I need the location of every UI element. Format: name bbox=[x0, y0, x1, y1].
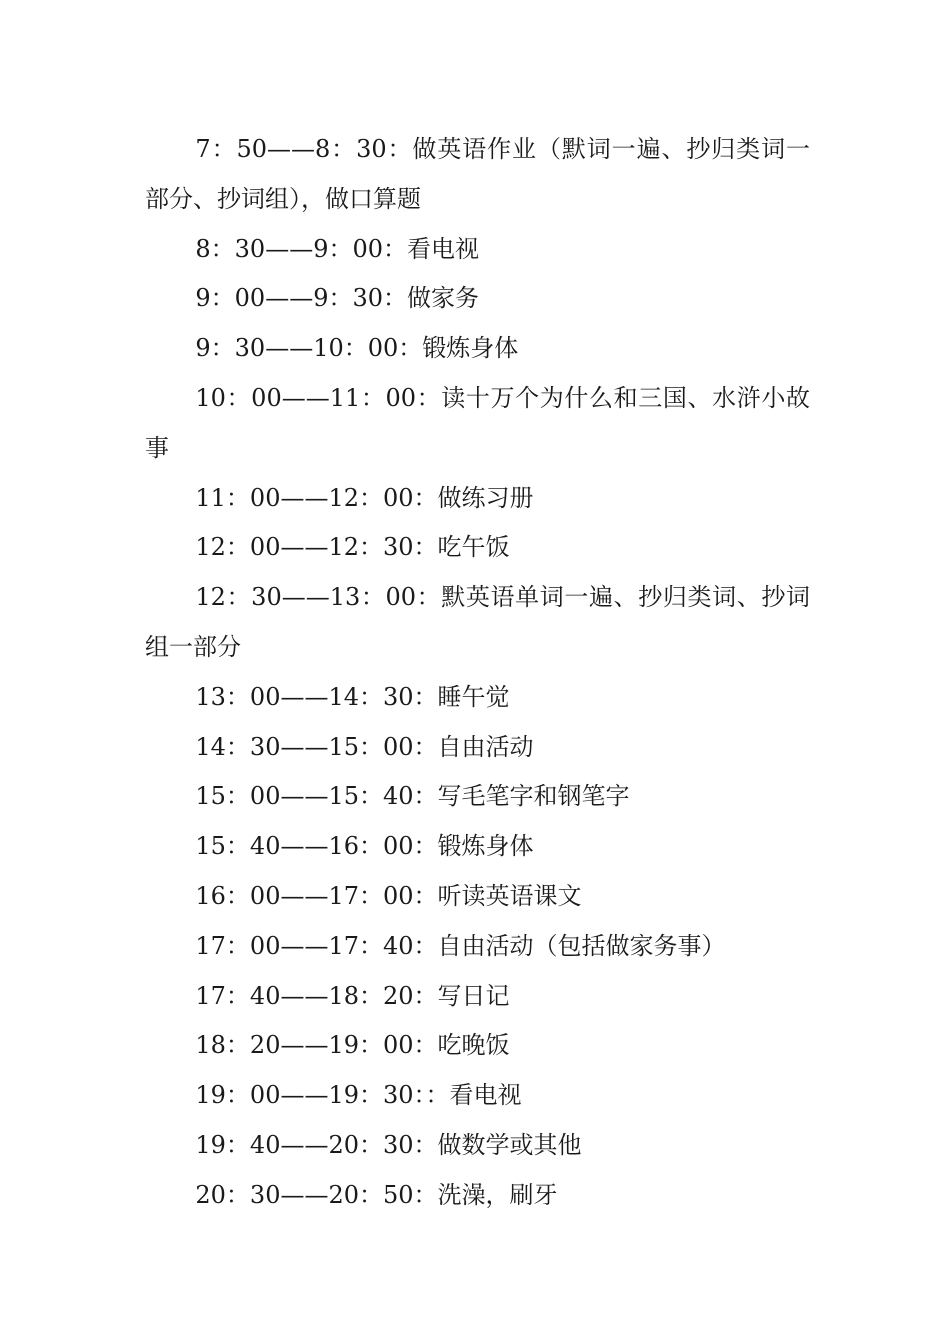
schedule-line-0830: 8：30——9：00：看电视 bbox=[195, 234, 480, 263]
schedule-line-1740: 17：40——18：20：写日记 bbox=[195, 981, 510, 1010]
schedule-line-1600: 16：00——17：00：听读英语课文 bbox=[195, 881, 582, 910]
schedule-line-1820: 18：20——19：00：吃晚饭 bbox=[195, 1031, 510, 1060]
schedule-line-1430: 14：30——15：00：自由活动 bbox=[195, 732, 534, 761]
schedule-line-1000: 10：00——11：00：读十万个为什么和三国、水浒小故事 bbox=[145, 383, 810, 462]
schedule-line-0930: 9：30——10：00：锻炼身体 bbox=[195, 334, 519, 363]
schedule-line-0750: 7：50——8：30：做英语作业（默词一遍、抄归类词一部分、抄词组），做口算题 bbox=[145, 135, 810, 213]
schedule-line-1700: 17：00——17：40：自由活动（包括做家务事） bbox=[195, 931, 726, 960]
schedule-line-1940: 19：40——20：30：做数学或其他 bbox=[195, 1130, 582, 1159]
schedule-line-1540: 15：40——16：00：锻炼身体 bbox=[195, 832, 534, 861]
schedule-line-1900: 19：00——19：30：：看电视 bbox=[195, 1081, 522, 1110]
schedule-text-block bbox=[145, 125, 810, 1221]
schedule-line-0900: 9：00——9：30：做家务 bbox=[195, 284, 480, 313]
schedule-line-1300: 13：00——14：30：睡午觉 bbox=[195, 682, 510, 711]
schedule-line-2030: 20：30——20：50：洗澡，刷牙 bbox=[195, 1180, 558, 1209]
schedule-line-1200: 12：00——12：30：吃午饭 bbox=[195, 533, 510, 562]
schedule-line-1230: 12：30——13：00：默英语单词一遍、抄归类词、抄词组一部分 bbox=[145, 583, 810, 661]
schedule-line-1500: 15：00——15：40：写毛笔字和钢笔字 bbox=[195, 782, 630, 811]
schedule-line-1100: 11：00——12：00：做练习册 bbox=[195, 483, 534, 512]
